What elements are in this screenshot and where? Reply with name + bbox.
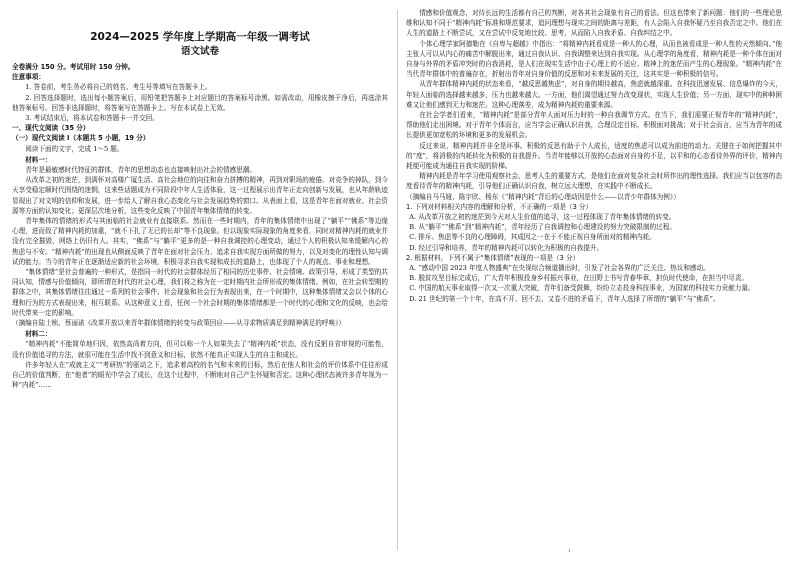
material2-paragraph: “精神内耗”不能简单地归因，依然高尚着方向，但可以称一个人如果失去了“精神内耗”状态，没有反躬自省审视的可能性，没有价值追寻的方法，就很可能在生活中找不到意义和目标，依然不能真正实现人生的自主和成长。	[12, 340, 388, 359]
material1-label: 材料一：	[25, 155, 52, 164]
question-option: B. 从“躺平”“佛系”到“精神内耗”，青年经历了自我调控和心理建设的努力突破限制的过程。	[409, 223, 676, 232]
material2-paragraph: 许多年轻人在“成就主义”“考研热”的驱动之下，追求着高校的名气和未来的目标，然后在他人和社会的评价体系中往往形成自己的价值判断，在“他者”的眼光中学会了成长，在这个过程中，不断地对自己产生怀疑和否定。这种心理状态被许多青年视为一种“内耗”……	[12, 360, 388, 390]
material2-label: 材料二：	[25, 330, 52, 339]
material2-paragraph: 精神内耗是青年学习使用观察社会、思考人生的重要方式，是他们在面对复杂社会时所作出的理性选择。我们应当以包容的态度看待青年的精神内耗，引导他们正确认识自我，树立远大理想，在实践中不断成长。	[406, 172, 782, 191]
question-option: C. 排斥、焦虑等不良的心理障碍，其成因之一在于不能正视自身所面对的精神内耗。	[409, 233, 656, 242]
exam-subtitle: 语文试卷	[180, 46, 219, 57]
note-item: 1. 答卷前，考生务必将自己的姓名、考生号等填写在答题卡上。	[25, 83, 212, 92]
material2-source: （摘编自马马娅、陈宇欣、杨东《“精神内耗”背后的心理动因是什么——以青少年群体为例》）	[406, 192, 680, 201]
question-option: D. 经过引导和培养，青年的精神内耗可以转化为积极的自我提升。	[409, 243, 604, 252]
left-column	[12, 8, 388, 556]
material1-paragraph: 青年是最敏感时代特征的群体，青年的思想动态也直接映射出社会的情感思潮。	[25, 166, 256, 175]
note-item: 3. 考试结束后，将本试卷和答题卡一并交回。	[25, 114, 159, 123]
exam-info: 全卷满分 150 分。考试用时 150 分钟。	[12, 63, 135, 71]
reading-instruction: 阅读下面的文字，完成 1～5 题。	[25, 144, 124, 153]
material2-paragraph: 反过来说，精神内耗并非全是坏事。积极的反思有助于个人成长，适度的焦虑可以成为前进的动力。关键在于如何把握其中的“度”，将消极的内耗转化为积极的自我提升。当青年能够以开放的心态面对自身的不足，以平和的心态看待外界的评价，精神内耗便可能成为通往自我实现的阶梯。	[406, 141, 782, 171]
material1-paragraph: “集体情绪”是社会普遍的一种形式，是指同一时代的社会群体经历了相同的历史事件、社会情境、政策引导，形成了类型的共同认知，情感与价值倾向，即所谓在时代的社会心理，我们将之称为在一定时期内社会所形成的集体情绪。例如，在社会转型期的群体之中，其集体情绪往往通过一系列的社会事件、社会现象和社会行为表现出来，在一个时期中，这种集体情绪又会以个体的心理和行为的方式表现出来，相互联系。从这种意义上看，任何一个社会时期的集体情绪都是一个时代的心理和文化的反映，也会给时代带来一定的影响。	[12, 268, 388, 317]
question-option: B. 脱贫攻坚目标完成后，广大青年积极投身乡村振兴事业，在田野上书写青春华章，担负时代使命，在担当中尽责。	[409, 274, 749, 283]
notes-heading: 注意事项：	[12, 73, 45, 82]
question-option: C. 中国的航天事业取得一次又一次重大突破，青年们备受鼓舞，纷纷立志投身科技事业，为国家的科技实力贡献力量。	[409, 284, 755, 293]
material2-paragraph: 个体心理学家阿德勒在《自卑与超越》中指出：“将精神内耗看成是一种人的心理，从而也被看成是一种人性的天然倾向。”他主张人可以从内心的痛苦中解脱出来，通过自我认识、自我调整来达到自我实现。从心理学的角度看，精神内耗是一种个体在面对自身与外界的矛盾冲突时的自我消耗，是人们在现实生活中由于心理上的不适应、精神上的迷茫而产生的心理现象。“精神内耗”在当代青年群体中的普遍存在，折射出青年对自身价值的反思和对未来发展的关注，这其实是一种积极的信号。	[406, 39, 782, 79]
exam-title: 2024—2025 学年度上学期高一年级一调考试	[90, 31, 310, 43]
note-item: 2. 回答选择题时，选出每小题答案后，用铅笔把答题卡上对应题目的答案标号涂黑。如需改动，用橡皮擦干净后，再选涂其他答案标号。回答非选择题时，将答案写在答题卡上。写在本试卷上无效。	[12, 93, 388, 112]
question-stem: 1. 下列对材料相关内容的理解和分析，不正确的一项是（3 分）	[406, 202, 593, 211]
page-number: 1	[568, 548, 572, 554]
subsection-heading: （一）现代文阅读 I（本题共 5 小题，19 分）	[12, 134, 150, 143]
question-stem: 2. 根据材料，下列不属于“集体情绪”表现的一项是（3 分）	[406, 253, 580, 262]
material1-paragraph: 从改革之初的迷茫，到满怀对高楼广厦生活、高社会地位的向往和奋力拼搏的精神，再到对职场的疲倦、对竞争的掉队，到今天享受稳定顺时代围绕的迷惘，这来些话题成为不同阶段中年人生活体验，这一过程展示出青年正走向创新与发展，也从年龄轨迹显现出了对文明的信仰和发展，进一步给人了解自我心态变化与社会发展趋势的窗口。从表面上看，这是青年在面对就业、社会资源等方面的认知变化；更深层次地分析，这些变化反映了中国青年集体情绪的转变。	[12, 176, 388, 215]
material2-paragraph: 从青年群体精神内耗的状态来看，“越反思越焦虑”，对自身的期待越高，焦虑就越深重。在科技迅速发展、信息爆炸的今天，年轻人面临的选择越来越多，压力也越来越大。一方面，他们渴望通过努力改变现状，实现人生价值；另一方面，现实中的种种困难又让他们感到无力和迷茫。这种心理落差，成为精神内耗的重要来源。	[406, 80, 782, 109]
section-heading: 一、现代文阅读（35 分）	[12, 124, 90, 133]
material2-paragraph: 在社会学者们看来，“精神内耗”是部分青年人面对压力时的一种自我调节方式。在当下，我们需要正视青年的“精神内耗”，帮助他们走出困境。对于青年个体而言，应当学会正确认识自我，合理设定目标，积极面对挑战；对于社会而言，应当为青年的成长提供更加宽松的环境和更多的发展机会。	[406, 111, 782, 140]
material2-paragraph: 情感和价值观念，对待长远的生活都有自己的判断，对各其社会现象有自己的看法。但这也带来了新问题：他们的一些理论思维和认知不同于“精神内耗”标准和规范要求，追问理想与现实之间的距离与差距，有人会陷入自我怀疑乃至自我否定之中。他们在人生的道路上不断尝试，又在尝试中反复地比较、思考，从而陷入自我矛盾、自我纠结之中。	[406, 9, 782, 38]
question-option: A. “感动中国 2023 年度人物盛典”在央视综合频道播出时，引发了社会各界的广泛关注、热议和感动。	[409, 264, 710, 273]
question-option: A. 从改革开放之初的迷茫到今天对人生价值的追寻，这一过程体现了青年集体情绪的转变。	[409, 213, 676, 222]
right-column	[406, 8, 782, 556]
question-option: D. 21 世纪的第一个十年，在高不开、回不去，又卷不进的矛盾下，青年人选择了所谓的“躺平”与“佛系”。	[409, 294, 720, 303]
material1-paragraph: 青年集体的情绪的形式与其面临的社会就业有直接联系。然而在一些时期内，青年的集体情绪中出现了“躺平”“佛系”等边缘心理，进而致了精神内耗的加重，“就不下扎了无已的长却”等不良现象。但以现象实际现象的角度来看，同时对精神内耗的就业并没有完全摧毁，网络上仍旧有人。其实，“佛系”与“躺平”更多的是一种自我调控的心理变动，通过个人的积极认知来缓解内心的焦虑与不安。“精神内耗”的出现也从侧面反映了青年在面对社会压力、追求自我实现方面所做的努力，以及对变化的理性认知与调试的能力。当今的青年正在逐渐适应新的社会环境，积极寻求自我实现和成长的道路上，也体现了个人的观点、事业和理想。	[12, 217, 388, 266]
column-divider	[397, 10, 398, 550]
material1-source: （摘编自陆士桢、蔡丽诺《改革开放以来青年群体情绪的转变与政策回应——从寻求物质满足到精神满足的呼唤》）	[12, 319, 345, 328]
